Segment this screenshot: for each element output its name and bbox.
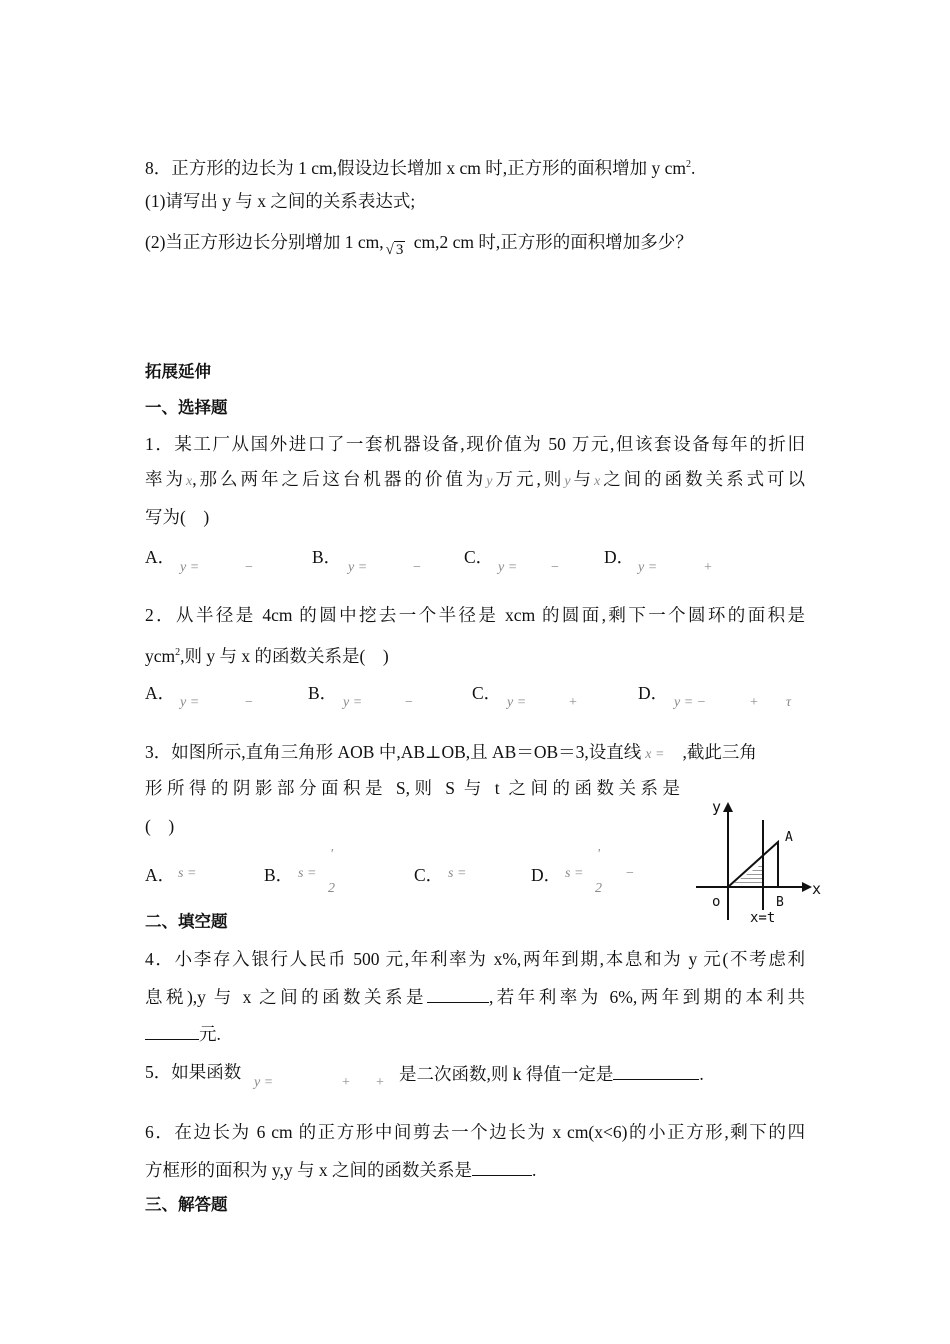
q8-text: 8．正方形的边长为 1 cm,假设边长增加 x cm 时,正方形的面积增加 y cm <box>145 158 687 178</box>
point-a-label: A <box>785 830 793 845</box>
q5-text-a: 5．如果函数 <box>145 1062 242 1082</box>
q1-option-d-op: + <box>704 560 712 575</box>
q1-text-e: 之间的函数关系式可以 <box>600 469 806 489</box>
q3-option-d[interactable] <box>531 864 561 886</box>
option-label: C． <box>414 865 444 885</box>
option-label: A． <box>145 547 176 567</box>
q1-text-a: 率为 <box>145 469 186 489</box>
option-label: D． <box>638 683 669 703</box>
q6-text-b: . <box>532 1160 537 1180</box>
q3-option-b-frac-top: ' <box>330 847 333 862</box>
section-fill-title: 二、填空题 <box>145 912 228 931</box>
option-label: D． <box>531 865 562 885</box>
option-label: A． <box>145 865 176 885</box>
q1-text-c: 万元,则 <box>492 469 565 489</box>
q1-line3: 写为( ) <box>145 507 210 527</box>
q3-option-b-frac-bot: 2 <box>328 881 335 896</box>
q3-line2: 形所得的阴影部分面积是 S,则 S 与 t 之间的函数关系是 <box>145 778 680 798</box>
x-axis-label: x <box>812 880 822 898</box>
q6-line2 <box>145 1157 536 1181</box>
line-t-label: x=t <box>750 910 776 926</box>
q1-option-a-op: − <box>245 560 253 575</box>
q2-option-b-formula: y = <box>343 695 363 710</box>
q2-option-d-extra: τ <box>786 695 792 710</box>
q1-text-b: ,那么两年之后这台机器的价值为 <box>192 469 487 489</box>
section-solve-title: 三、解答题 <box>145 1195 228 1214</box>
option-label: C． <box>464 547 494 567</box>
q3-text-a: 3．如图所示,直角三角形 AOB 中,AB⊥OB,且 AB＝OB＝3,设直线 <box>145 742 642 762</box>
x-axis-arrow <box>802 882 812 892</box>
q8-line1 <box>145 154 695 179</box>
q3-text-b: ,截此三角 <box>682 742 757 762</box>
q1-option-a-formula: y = <box>180 560 200 575</box>
q1-option-b[interactable] <box>312 546 341 568</box>
q2-option-a-formula: y = <box>180 695 200 710</box>
q5-op2: + <box>376 1075 384 1090</box>
triangle-figure <box>690 790 830 930</box>
q3-option-d-frac-bot: 2 <box>595 881 602 896</box>
q6-text-a: 方框形的面积为 y,y 与 x 之间的函数关系是 <box>145 1160 472 1180</box>
q3-line-formula: x = <box>645 747 665 762</box>
q2-line2 <box>145 642 389 667</box>
q2-option-d[interactable] <box>638 682 668 704</box>
q1-option-a[interactable] <box>145 546 175 568</box>
q5-text-b: 是二次函数,则 k 得值一定是 <box>399 1064 614 1084</box>
q5-blank[interactable] <box>613 1061 699 1080</box>
option-label: B． <box>312 547 342 567</box>
q1-text-d: 与 <box>570 469 594 489</box>
option-label: A． <box>145 683 176 703</box>
q4-text-b: ,若年利率为 6%,两年到期的本利共 <box>488 987 806 1007</box>
q1-option-c-formula: y = <box>498 560 518 575</box>
q8-line3 <box>145 231 693 258</box>
q5-line <box>145 1061 241 1083</box>
origin-label: o <box>712 894 721 910</box>
q2-option-c-formula: y = <box>507 695 527 710</box>
q3-option-b[interactable] <box>264 864 293 886</box>
q1-option-b-op: − <box>413 560 421 575</box>
q6-blank[interactable] <box>472 1157 532 1176</box>
q1-option-d[interactable] <box>604 546 634 568</box>
q1-var-y: y <box>486 474 493 489</box>
q6-line1: 6．在边长为 6 cm 的正方形中间剪去一个边长为 x cm(x<6)的小正方形,剩下的四 <box>145 1122 805 1142</box>
q2-option-b[interactable] <box>308 682 337 704</box>
q1-line2 <box>145 468 805 493</box>
y-axis-label: y <box>712 798 722 816</box>
q2-option-a-op: − <box>245 695 253 710</box>
option-label: D． <box>604 547 635 567</box>
q5-text-c: . <box>699 1064 704 1084</box>
sqrt-symbol: √ 3 <box>385 242 404 258</box>
section-extend-title: 拓展延伸 <box>145 362 211 381</box>
q2-option-c[interactable] <box>472 682 501 704</box>
q4-line1: 4．小李存入银行人民币 500 元,年利率为 x%,两年到期,本息和为 y 元(不考虑利 <box>145 949 805 969</box>
q8-period: . <box>691 158 696 178</box>
q3-option-a[interactable] <box>145 864 175 886</box>
q8-superscript: 2 <box>686 159 692 170</box>
option-label: B． <box>308 683 338 703</box>
q1-option-c[interactable] <box>464 546 493 568</box>
q3-option-d-formula: s = <box>565 866 584 881</box>
q2-option-d-op: + <box>750 695 758 710</box>
q2-text-a: ycm <box>145 646 176 666</box>
sqrt-radicand: 3 <box>395 242 404 258</box>
q2-line1: 2．从半径是 4cm 的圆中挖去一个半径是 xcm 的圆面,剩下一个圆环的面积是 <box>145 605 805 625</box>
q4-line3 <box>145 1021 221 1045</box>
y-axis-arrow <box>723 802 733 812</box>
q4-text-c: 元. <box>199 1024 221 1044</box>
q2-option-d-formula: y = − <box>674 695 707 710</box>
q2-option-a[interactable] <box>145 682 175 704</box>
q3-option-b-formula: s = <box>298 866 317 881</box>
q4-line2 <box>145 984 805 1008</box>
q3-option-a-formula: s = <box>178 866 197 881</box>
q1-option-c-op: − <box>551 560 559 575</box>
q1-var-x-2: x <box>594 474 601 489</box>
q4-blank-1[interactable] <box>427 984 489 1003</box>
q3-option-d-op: − <box>626 866 634 881</box>
q8-part2-rest: cm,2 cm 时,正方形的面积增加多少？ <box>409 232 693 252</box>
q1-var-x: x <box>185 474 193 489</box>
q1-var-y-2: y <box>564 474 571 489</box>
q2-superscript: 2 <box>175 647 181 658</box>
q3-line1 <box>145 741 757 766</box>
point-b-label: B <box>776 895 784 910</box>
q4-text-a: 息税),y 与 x 之间的函数关系是 <box>145 987 427 1007</box>
q2-text-b: ,则 y 与 x 的函数关系是( ) <box>180 646 389 666</box>
q1-option-d-formula: y = <box>638 560 658 575</box>
q2-option-b-op: − <box>405 695 413 710</box>
q5-formula: y = <box>254 1075 274 1090</box>
q1-option-b-formula: y = <box>348 560 368 575</box>
q8-part2-text: (2)当正方形边长分别增加 1 cm, <box>145 232 384 252</box>
q2-option-c-op: + <box>569 695 577 710</box>
q3-option-d-frac-top: ' <box>597 847 600 862</box>
q3-option-c[interactable] <box>414 864 443 886</box>
section-choice-title: 一、选择题 <box>145 398 228 417</box>
q5-op1: + <box>342 1075 350 1090</box>
q3-option-c-formula: s = <box>448 866 467 881</box>
q1-line1: 1．某工厂从国外进口了一套机器设备,现价值为 50 万元,但该套设备每年的折旧 <box>145 434 805 454</box>
option-label: B． <box>264 865 294 885</box>
q4-blank-2[interactable] <box>145 1021 199 1040</box>
q5-line-rest <box>399 1061 704 1085</box>
q8-line2: (1)请写出 y 与 x 之间的关系表达式; <box>145 191 416 211</box>
q3-line3: ( ) <box>145 816 175 836</box>
option-label: C． <box>472 683 502 703</box>
